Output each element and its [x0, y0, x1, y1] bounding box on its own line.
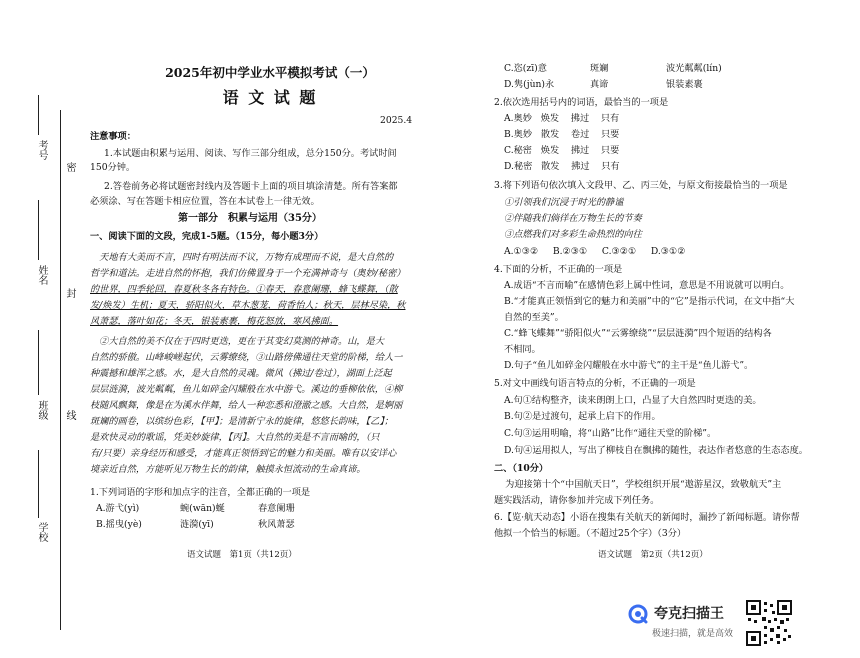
- q4-option-b: B.“才能真正领悟到它的魅力和美丽”中的“它”是指示代词，在文中指“大: [504, 296, 795, 307]
- note-1a: 1.本试题由积累与运用、阅读、写作三部分组成，总分150分。考试时间: [104, 148, 397, 159]
- q5-option-d: D.句④运用拟人，写出了柳枝自在飘拂的随性，表达作者悠意的生态态度。: [504, 445, 808, 456]
- q3-options: A.①③② B.②③① C.③②① D.③①②: [504, 246, 686, 257]
- qr-code-icon: [746, 600, 792, 646]
- exam-subtitle: 语 文 试 题: [222, 88, 318, 107]
- page-footer-right: 语文试题 第2页（共12页）: [598, 550, 708, 560]
- note-2b: 必须涂、写在答题卡相应位置，答在本试卷上一律无效。: [90, 196, 320, 207]
- xingming-label: 姓名: [36, 265, 47, 285]
- q2-option-d: D.秘密 散发 拂过 只有: [504, 161, 620, 172]
- banji-label: 班级: [36, 400, 47, 420]
- exam-date: 2025.4: [380, 115, 413, 126]
- q4-option-c-cont: 不相同。: [504, 344, 541, 355]
- passage-line: 天地有大美而不言，四时有明法而不议，万物有成理而不说，是大自然的: [90, 252, 394, 263]
- passage-line: 哲学和道法。走进自然的怀抱，我们仿佛置身于一个充满神奇与（奥妙/秘密）: [90, 268, 406, 279]
- q4-option-b-cont: 自然的至美”。: [504, 312, 564, 323]
- passage-line: 的世界，四季轮回，春夏秋冬各有特色。①春天，春意阑珊，蜂飞蝶舞，（散: [90, 284, 398, 295]
- q1-option-b-3: 秋风萧瑟: [258, 519, 295, 530]
- passage-line: 种震撼和雄浑之感。水，是大自然的灵魂。微风（拂过/卷过），湖面上泛起: [90, 368, 392, 379]
- passage-line: 风萧瑟，落叶如花；冬天，银装素裹，梅花怒放，寒风拂面。: [90, 316, 339, 327]
- part-1-heading: 第一部分 积累与运用（35分）: [178, 213, 322, 224]
- passage-line: 枝随风飘舞，像是在为溪水伴舞，给人一种恋悉和澄澈之感。大自然，是婀丽: [90, 400, 403, 411]
- scanner-brand: [628, 598, 808, 650]
- q2-option-b: B.奥妙 散发 卷过 只要: [504, 129, 620, 140]
- note-1b: 150分钟。: [90, 162, 136, 173]
- passage-line: 自然的骄傲。山峰峻嵯起伏，云雾缭绕，③山路傍佛通往天堂的阶梯，给人一: [90, 352, 403, 363]
- passage-line: ②大自然的美不仅在于四时更迭，更在于其变幻莫测的神奇。山，是大: [90, 336, 384, 347]
- question-2: 2.依次选用括号内的词语，最恰当的一项是: [494, 97, 669, 108]
- passage-line: 层层涟漪，波光粼粼，鱼儿如碎金闪耀般在水中游弋。溪边的垂柳依依，④柳: [90, 384, 403, 395]
- exam-title: 2025年初中学业水平模拟考试（一）: [165, 65, 375, 80]
- q5-option-b: B.句②是过渡句，起承上启下的作用。: [504, 411, 661, 422]
- brand-slogan: 极速扫描，就是高效: [652, 629, 734, 639]
- q5-option-a: A.句①结构整齐，读来朗朗上口，凸显了大自然四时更迭的美。: [504, 395, 762, 406]
- seal-xian: 线: [64, 410, 75, 420]
- q1-option-c-1: C.恣(zī)意: [504, 63, 547, 74]
- note-2a: 2.答卷前务必将试题密封线内及答题卡上面的项目填涂清楚。所有答案都: [104, 181, 398, 192]
- kaohao-label: 考号: [36, 140, 47, 160]
- xingming-field-line: [38, 200, 39, 260]
- kaohao-field-line: [38, 95, 39, 135]
- q1-option-a-3: 春意阑珊: [258, 503, 295, 514]
- q2-option-c: C.秘密 焕发 拂过 只要: [504, 145, 620, 156]
- q4-option-c: C.“蜂飞蝶舞”“骄阳似火”“云雾缭绕”“层层涟漪”四个短语的结构各: [504, 328, 772, 339]
- notes-heading: 注意事项：: [90, 131, 136, 142]
- q1-option-a-2: 蜿(wān)蜒: [180, 503, 225, 514]
- section-2-intro: 为迎接第十个“中国航天日”，学校组织开展“遨游星汉，致敬航天”主: [496, 479, 782, 490]
- passage-line: 境亲近自然，方能听见万物生长的韵律，触摸永恒流动的生命真谛。: [90, 464, 366, 475]
- q3-item: ①引领我们沉浸于时光的静谧: [504, 197, 624, 208]
- q3-item: ②伴随我们倘徉在万物生长的节奏: [504, 213, 642, 224]
- passage-line: 发/焕发）生机；夏天，骄阳似火，草木葱茏，荷香怡人；秋天，层林尽染，秋: [90, 300, 406, 311]
- q1-option-c-3: 波光粼粼(lín): [666, 63, 722, 74]
- seal-mi: 密: [64, 162, 75, 172]
- section-1-heading: 一、阅读下面的文段，完成1-5题。（15分，每小题3分）: [90, 231, 324, 242]
- brand-name: 夸克扫描王: [654, 606, 724, 622]
- question-1: 1.下列词语的字形和加点字的注音，全都正确的一项是: [90, 487, 311, 498]
- section-2-intro-cont: 题实践活动，请你参加并完成下列任务。: [494, 495, 660, 506]
- q2-option-a: A.奥妙 焕发 拂过 只有: [504, 113, 620, 124]
- q1-option-d-3: 银装素裹: [666, 79, 703, 90]
- question-3: 3.将下列语句依次填入文段甲、乙、丙三处，与原文衔接最恰当的一项是: [494, 180, 788, 191]
- q1-option-b-1: B.摇曳(yè): [96, 519, 142, 530]
- q1-option-b-2: 涟漪(yī): [180, 519, 214, 530]
- q4-option-d: D.句子“鱼儿如碎金闪耀般在水中游弋”的主干是“鱼儿游弋”。: [504, 360, 754, 371]
- binding-line: [60, 110, 61, 630]
- banji-field-line: [38, 330, 39, 395]
- passage-line: 有/只要）亲身经历和感受，才能真正领悟到它的魅力和美丽。唯有以安详心: [90, 448, 397, 459]
- q5-option-c: C.句③运用明喻，将“山路”比作“通往天堂的阶梯”。: [504, 428, 717, 439]
- xuexiao-field-line: [38, 450, 39, 518]
- q1-option-d-1: D.隽(jùn)永: [504, 79, 555, 90]
- section-2-heading: 二、（10分）: [494, 463, 549, 474]
- question-5: 5.对文中画线句语言特点的分析，不正确的一项是: [494, 378, 696, 389]
- quark-logo-icon: [628, 604, 648, 624]
- q4-option-a: A.成语“不言而喻”在感情色彩上属中性词，意思是不用说就可以明白。: [504, 280, 790, 291]
- q1-option-c-2: 斑斓: [590, 63, 609, 74]
- passage-line: 斑斓的画卷，以缤纷色彩，【甲】；是清新宁永的旋律，悠悠长韵味，【乙】；: [90, 416, 394, 427]
- passage-line: 是欢快灵动的歌谣，凭美妙旋律，【丙】。大自然的美是不言而喻的，（只: [90, 432, 380, 443]
- question-6: 6.【览·航天动态】小语在搜集有关航天的新闻时，漏抄了新闻标题。请你帮: [494, 512, 800, 523]
- q1-option-a-1: A.游弋(yì): [96, 503, 140, 514]
- xuexiao-label: 学校: [36, 522, 47, 542]
- seal-feng: 封: [64, 288, 75, 298]
- question-6-cont: 他拟一个恰当的标题。（不超过25个字）（3分）: [494, 528, 687, 539]
- q3-item: ③点燃我们对多彩生命热烈的向往: [504, 229, 642, 240]
- question-4: 4.下面的分析，不正确的一项是: [494, 264, 623, 275]
- q1-option-d-2: 真谛: [590, 79, 609, 90]
- page-footer-left: 语文试题 第1页（共12页）: [187, 550, 297, 560]
